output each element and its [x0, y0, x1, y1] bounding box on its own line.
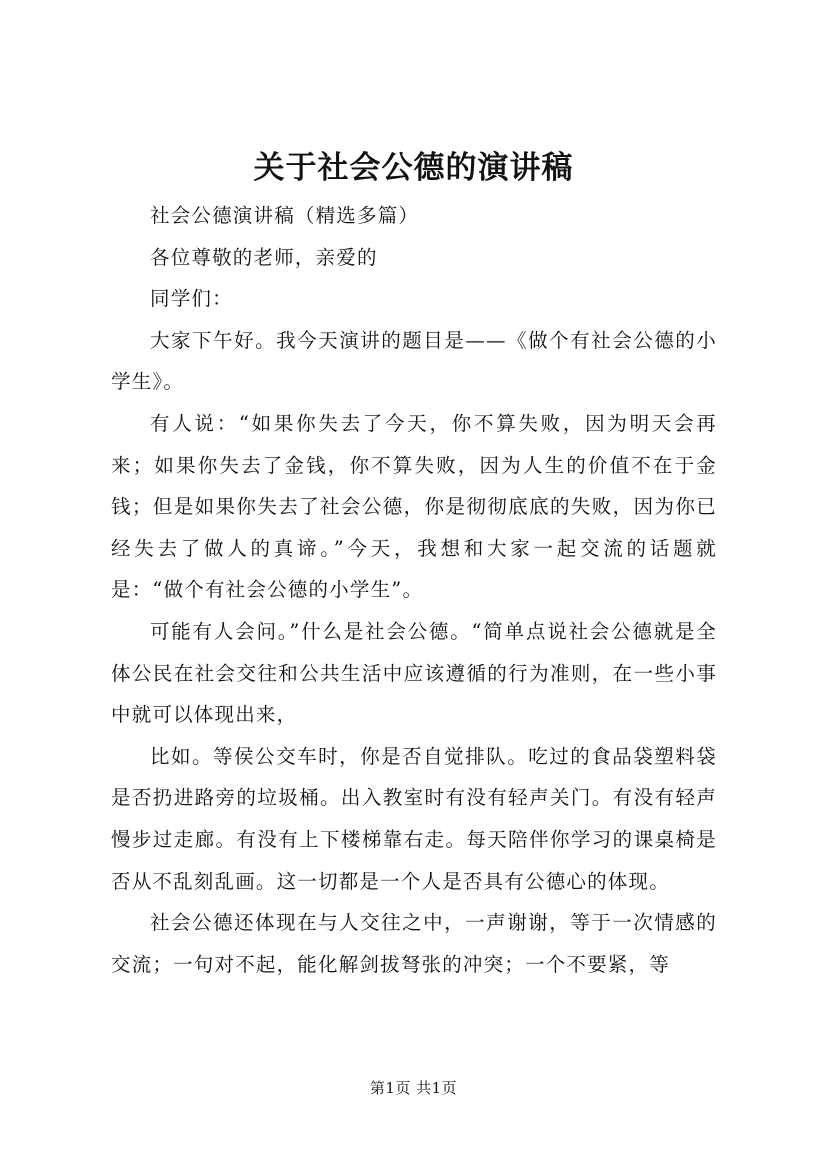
page-footer: 第1页 共1页 — [369, 1079, 458, 1097]
paragraph-greeting: 大家下午好。我今天演讲的题目是——《做个有社会公德的小学生》。 — [111, 328, 717, 394]
paragraph-salutation: 各位尊敬的老师，亲爱的 — [150, 245, 378, 269]
paragraph-salutation-cont: 同学们： — [150, 287, 233, 311]
paragraph-quote: 有人说：“如果你失去了今天，你不算失败，因为明天会再来；如果你失去了金钱，你不算失败，因为人生的价值不在于金钱；但是如果你失去了社会公德，你是彻彻底底的失败，因为你已经失去了做人的真谛。”今天，我想和大家一起交流的话题就是：“做个有社会公德的小学生”。 — [111, 411, 717, 602]
paragraph-subtitle: 社会公德演讲稿（精选多篇） — [150, 204, 420, 227]
paragraph-definition: 可能有人会问。”什么是社会公德。“简单点说社会公德就是全体公民在社会交往和公共生活中应该遵循的行为准则，在一些小事中就可以体现出来， — [111, 619, 717, 727]
paragraph-examples: 比如。等侯公交车时，你是否自觉排队。吃过的食品袋塑料袋是否扔进路旁的垃圾桶。出入教室时有没有轻声关门。有没有轻声慢步过走廊。有没有上下楼梯靠右走。每天陪伴你学习的课桌椅是否从不乱刻乱画。这一切都是一个人是否具有公德心的体现。 — [111, 744, 717, 893]
document-title: 关于社会公德的演讲稿 — [253, 150, 574, 186]
document-body — [111, 195, 717, 985]
paragraph-interaction: 社会公德还体现在与人交往之中，一声谢谢，等于一次情感的交流；一句对不起，能化解剑拔弩张的冲突；一个不要紧，等 — [111, 911, 717, 976]
